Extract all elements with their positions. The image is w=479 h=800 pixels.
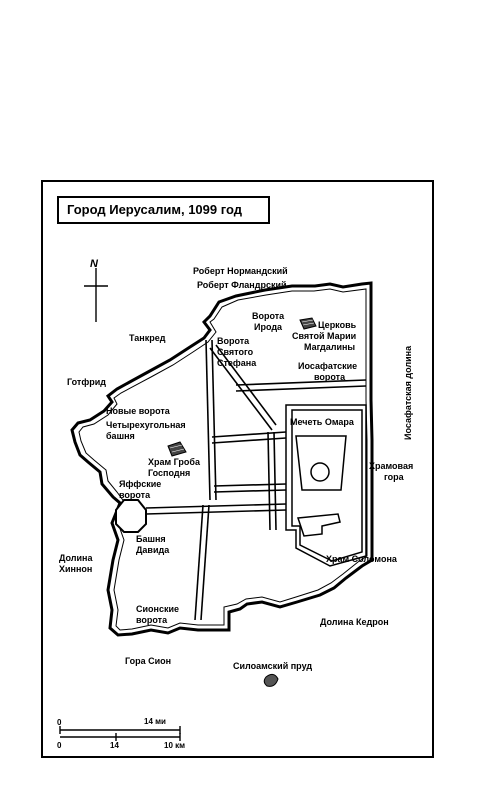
label-godfrey: Готфрид bbox=[67, 377, 106, 387]
label-siloam: Силоамский пруд bbox=[233, 661, 313, 671]
label-mary-church-1: Церковь bbox=[318, 320, 357, 330]
label-david-tower-2: Давида bbox=[136, 545, 170, 555]
scale-km-mid: 14 bbox=[110, 741, 119, 750]
temple-mount-enclosure bbox=[286, 405, 366, 566]
label-hinnom-2: Хиннон bbox=[59, 564, 93, 574]
north-arrow-icon bbox=[84, 268, 108, 322]
label-zion-gate-1: Сионские bbox=[136, 604, 180, 614]
label-mount-zion: Гора Сион bbox=[125, 656, 172, 666]
label-four-tower-1: Четырехугольная bbox=[106, 420, 186, 430]
scale-km-zero: 0 bbox=[57, 741, 62, 750]
label-david-tower-1: Башня bbox=[136, 534, 166, 544]
label-jehoshaphat-gate-1: Иосафатские bbox=[298, 361, 358, 371]
label-jaffa-gate-2: ворота bbox=[119, 490, 151, 500]
label-jaffa-gate-1: Яффские bbox=[119, 479, 162, 489]
label-four-tower-2: башня bbox=[106, 431, 135, 441]
map-title-box bbox=[57, 196, 270, 224]
label-hinnom-1: Долина bbox=[59, 553, 93, 563]
solomon-temple-shape bbox=[298, 514, 340, 536]
label-herod-gate-1: Ворота bbox=[252, 311, 285, 321]
david-tower-shape bbox=[116, 500, 146, 532]
label-robert-normandy: Роберт Нормандский bbox=[193, 266, 288, 276]
scale-km-label: 10 км bbox=[164, 741, 186, 750]
label-sepulchre-2: Господня bbox=[148, 468, 191, 478]
scale-miles-zero: 0 bbox=[57, 718, 62, 727]
map-title: Город Иерусалим, 1099 год bbox=[67, 202, 242, 217]
omar-mosque-shape bbox=[296, 436, 346, 490]
label-temple-mount-1: Храмовая bbox=[369, 461, 414, 471]
label-sepulchre-1: Храм Гроба bbox=[148, 457, 200, 467]
label-jehoshaphat-valley: Иосафатская долина bbox=[403, 345, 413, 440]
label-mary-church-2: Святой Марии bbox=[292, 331, 357, 341]
scale-miles-label: 14 ми bbox=[144, 717, 166, 726]
label-omar-mosque: Мечеть Омара bbox=[290, 417, 354, 427]
church-mary-icon bbox=[300, 318, 316, 329]
label-new-gate: Новые ворота bbox=[106, 406, 170, 416]
label-kidron: Долина Кедрон bbox=[320, 617, 389, 627]
label-zion-gate-2: ворота bbox=[136, 615, 168, 625]
label-jehoshaphat-gate-2: ворота bbox=[314, 372, 346, 382]
north-letter: N bbox=[90, 258, 98, 270]
label-stephen-gate-3: Стефана bbox=[217, 358, 257, 368]
label-robert-flanders: Роберт Фландрский bbox=[197, 280, 287, 290]
streets bbox=[146, 340, 366, 620]
label-herod-gate-2: Ирода bbox=[254, 322, 283, 332]
label-temple-mount-2: гора bbox=[384, 472, 404, 482]
scale-bar bbox=[60, 726, 180, 741]
label-solomon: Храм Соломона bbox=[326, 554, 397, 564]
label-stephen-gate-1: Ворота bbox=[217, 336, 250, 346]
label-mary-church-3: Магдалины bbox=[304, 342, 356, 352]
label-tancred: Танкред bbox=[129, 333, 166, 343]
label-stephen-gate-2: Святого bbox=[217, 347, 254, 357]
siloam-pool-icon bbox=[264, 674, 278, 686]
church-sepulchre-icon bbox=[168, 442, 186, 456]
